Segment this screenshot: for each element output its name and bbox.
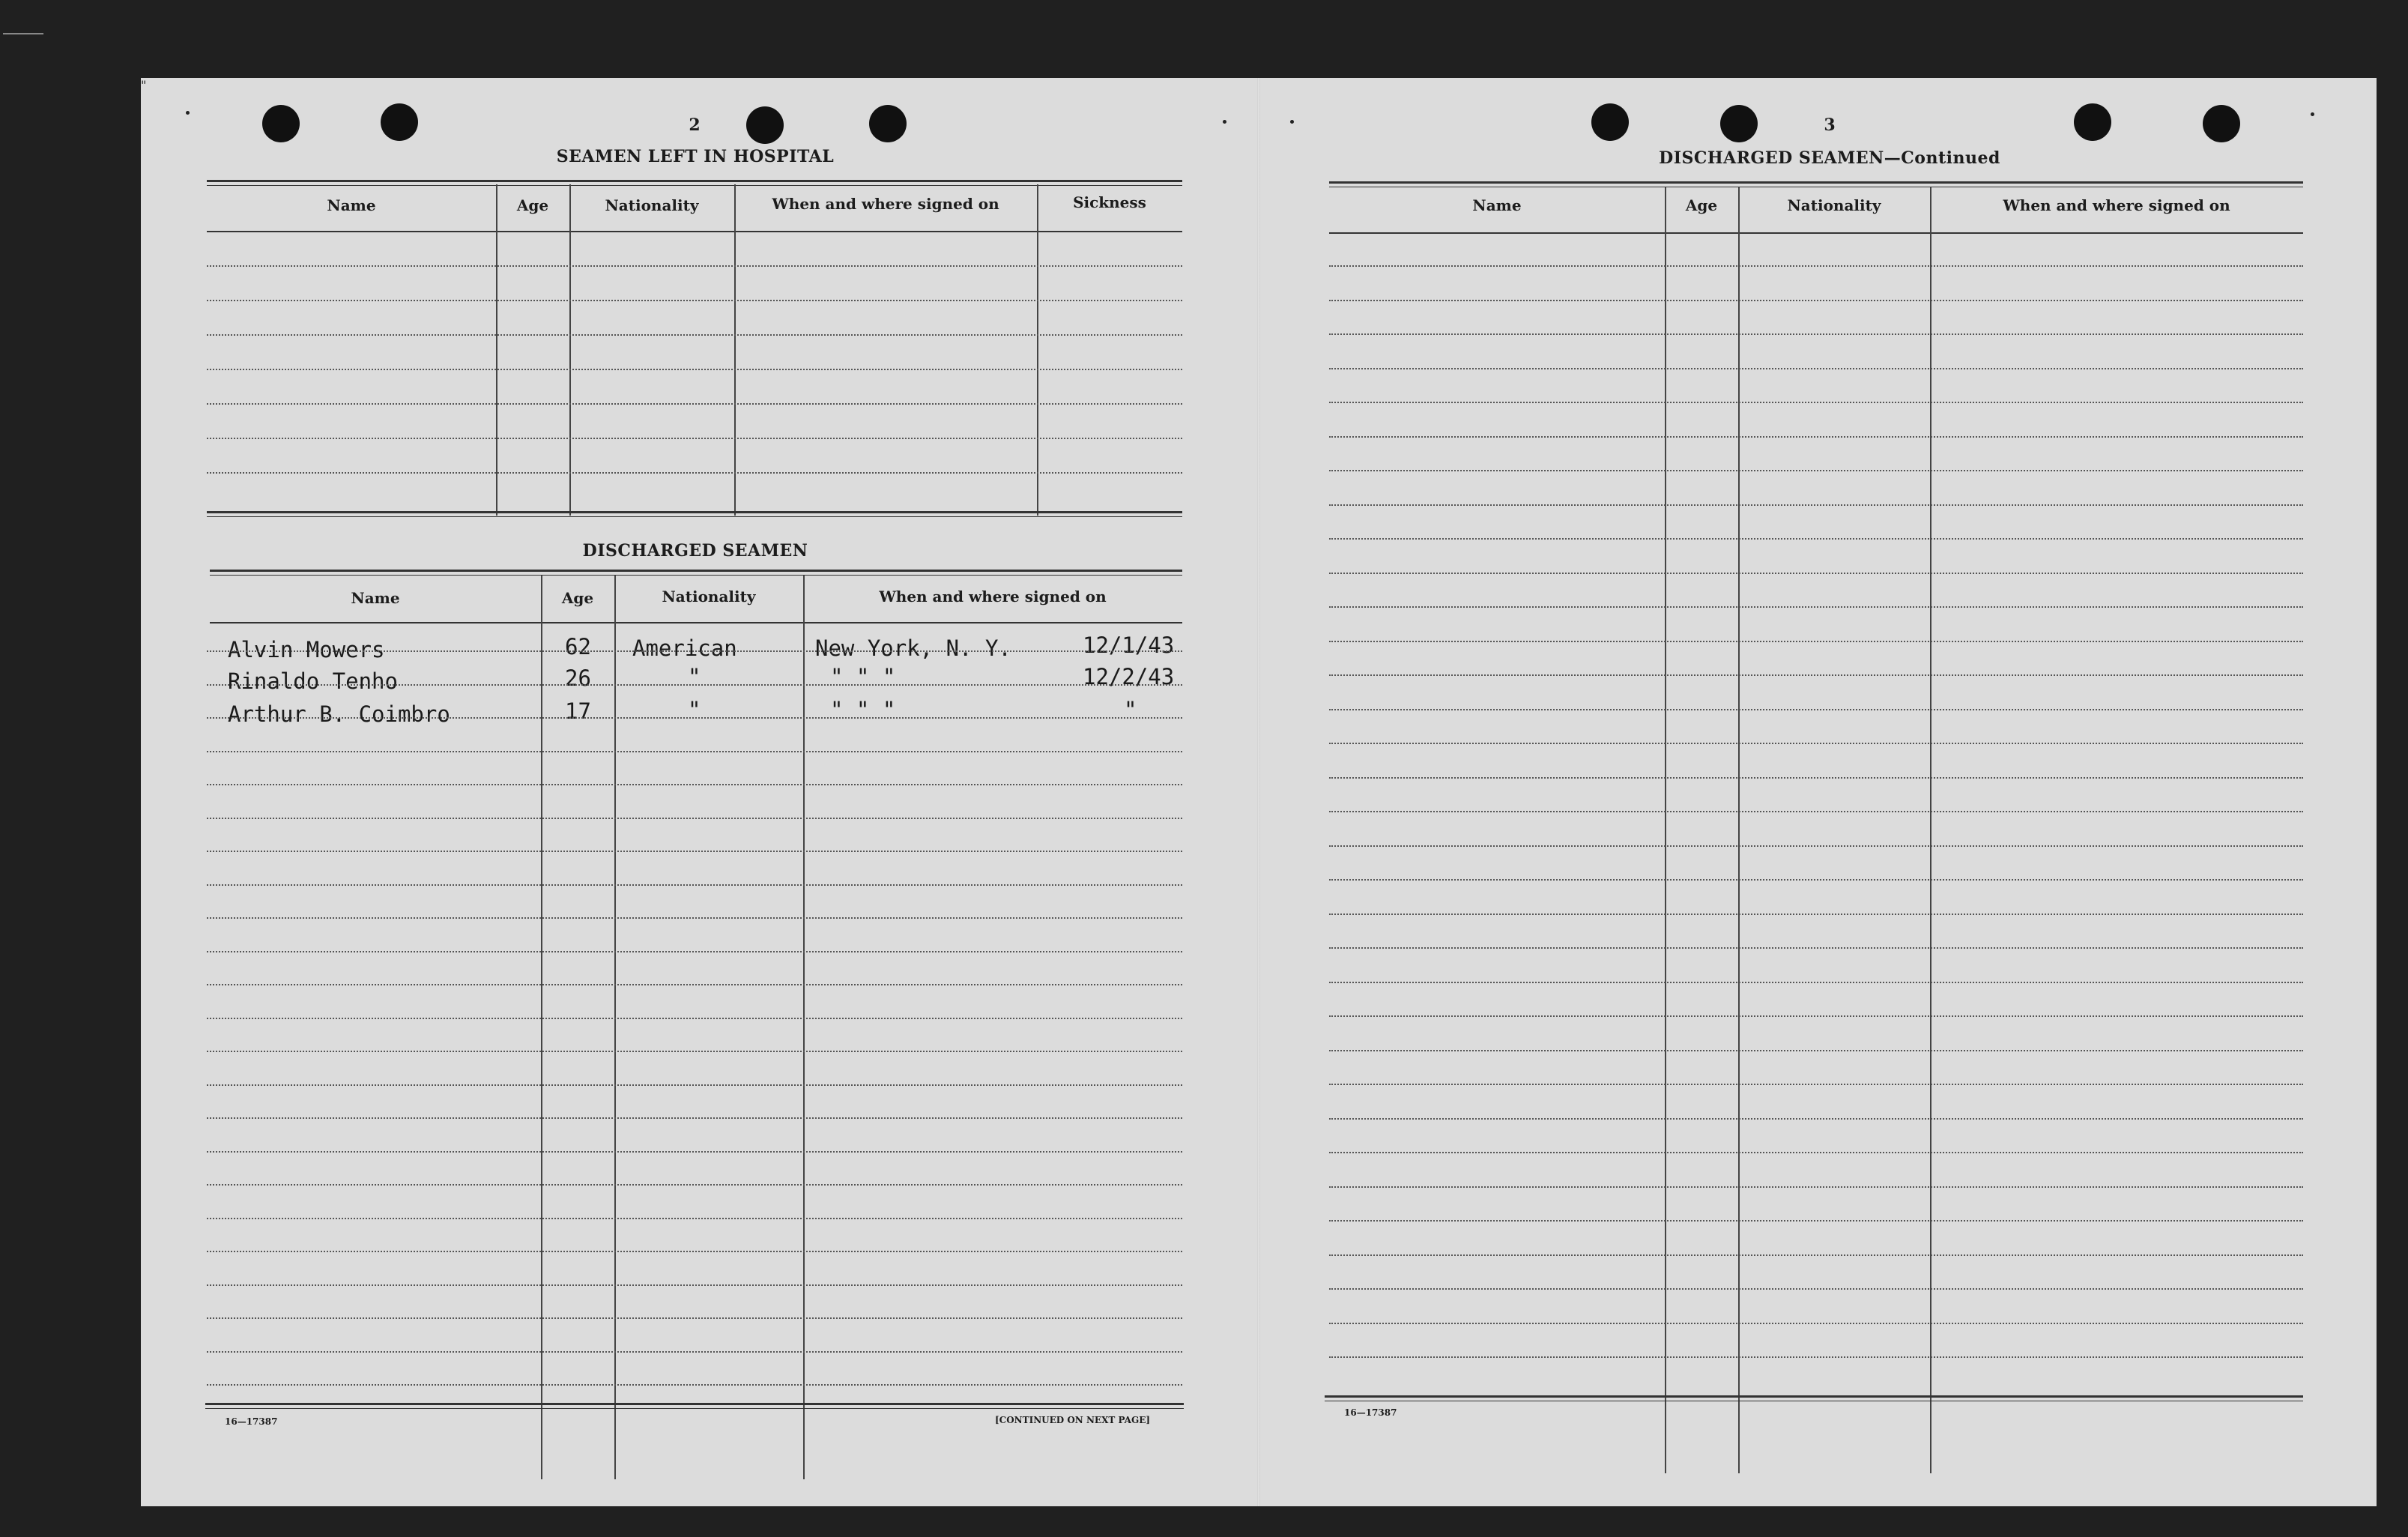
seaman-name: Rinaldo Tenho (228, 668, 398, 694)
ledger-row-line (1329, 265, 2303, 267)
right-top-rule (1329, 181, 2303, 187)
right-col-divider (1930, 187, 1931, 1473)
ledger-row-line (1329, 879, 2303, 881)
ledger-row-line (1329, 1186, 2303, 1188)
ledger-row-line (207, 650, 1182, 652)
ledger-row-line (207, 851, 1182, 852)
speck (186, 111, 190, 115)
seaman-signed-on-place: " " " (830, 664, 896, 689)
seaman-nationality: " (688, 664, 701, 689)
seaman-signed-on-date: 12/2/43 (1083, 664, 1175, 689)
ledger-row-line (207, 818, 1182, 819)
right-header-rule (1329, 232, 2303, 234)
seaman-nationality: " (688, 697, 701, 722)
punch-hole (746, 106, 784, 144)
ledger-row-line (1329, 333, 2303, 335)
speck (1223, 120, 1226, 124)
discharged-col-age: Age (561, 589, 594, 607)
ledger-row-line (1329, 947, 2303, 949)
hospital-col-age: Age (516, 196, 549, 214)
discharged-col-divider (803, 576, 805, 1479)
right-col-nationality: Nationality (1787, 196, 1881, 214)
hospital-row-line (207, 265, 1182, 267)
hospital-bottom-rule (207, 511, 1182, 517)
ledger-row-line (207, 1284, 1182, 1286)
continued-note: [CONTINUED ON NEXT PAGE] (995, 1415, 1151, 1425)
punch-hole (381, 103, 418, 141)
ledger-row-line (207, 717, 1182, 719)
page-number-left: 2 (689, 115, 701, 135)
hospital-row-line (207, 403, 1182, 405)
hospital-header-rule (207, 231, 1182, 232)
right-col-divider (1738, 187, 1740, 1473)
speck (1290, 120, 1294, 124)
discharged-col-divider (541, 576, 542, 1479)
ledger-row-line (1329, 811, 2303, 812)
right-bottom-rule (1325, 1395, 2303, 1401)
ledger-row-line (1329, 606, 2303, 608)
punch-hole (1591, 103, 1629, 141)
ledger-row-line (1329, 470, 2303, 471)
hospital-col-divider (734, 184, 736, 516)
seaman-name: Arthur B. Coimbro (228, 701, 450, 727)
ledger-row-line (1329, 538, 2303, 540)
speck (2311, 112, 2314, 116)
ledger-row-line (1329, 368, 2303, 369)
ledger-row-line (1329, 709, 2303, 710)
ledger-row-line (1329, 1118, 2303, 1120)
page-number-right: 3 (1824, 115, 1836, 135)
ledger-row-line (1329, 402, 2303, 403)
ledger-row-line (207, 1084, 1182, 1086)
form-number-left: 16—17387 (225, 1416, 278, 1427)
ledger-row-line (1329, 743, 2303, 744)
discharged-col-nationality: Nationality (662, 588, 756, 606)
right-col-name: Name (1472, 196, 1522, 214)
ledger-row-line (1329, 1015, 2303, 1017)
punch-hole (2203, 105, 2240, 142)
punch-hole (869, 105, 907, 142)
ledger-row-line (207, 1151, 1182, 1153)
ledger-row-line (207, 884, 1182, 886)
right-col-signed-on: When and where signed on (2003, 196, 2230, 214)
ledger-row-line (1329, 504, 2303, 506)
punch-hole (262, 105, 300, 142)
page-fold (1257, 78, 1260, 1506)
discharged-continued-title: DISCHARGED SEAMEN—Continued (1659, 148, 2000, 168)
seaman-signed-on-place: New York, N. Y. (815, 635, 1011, 661)
ledger-row-line (207, 917, 1182, 919)
ledger-row-line (1329, 1050, 2303, 1051)
ledger-row-line (1329, 436, 2303, 438)
ledger-row-line (1329, 845, 2303, 847)
ledger-row-line (207, 984, 1182, 985)
hospital-col-signed-on: When and where signed on (772, 195, 999, 213)
discharged-col-name: Name (351, 589, 400, 607)
ledger-row-line (1329, 1220, 2303, 1222)
discharged-header-rule (210, 622, 1182, 623)
ledger-row-line (1329, 1254, 2303, 1256)
ledger-row-line (1329, 914, 2303, 915)
discharged-bottom-rule (205, 1403, 1184, 1409)
hospital-col-divider (1037, 184, 1038, 516)
hospital-row-line (207, 300, 1182, 301)
ledger-row-line (207, 1384, 1182, 1386)
ledger-row-line (1329, 300, 2303, 301)
hospital-col-divider (496, 184, 497, 516)
hospital-row-line (207, 334, 1182, 336)
hospital-col-nationality: Nationality (605, 196, 699, 214)
ledger-row-line (207, 784, 1182, 785)
hospital-row-line (207, 472, 1182, 474)
ledger-row-line (1329, 982, 2303, 983)
punch-hole (2074, 103, 2111, 141)
ledger-row-line (207, 1184, 1182, 1186)
seaman-age: 62 (565, 634, 591, 659)
ledger-row-line (1329, 1288, 2303, 1290)
seaman-age: 26 (565, 665, 591, 691)
ledger-row-line (207, 1018, 1182, 1019)
ledger-row-line (1329, 641, 2303, 642)
hospital-col-sickness: Sickness (1073, 193, 1146, 211)
ledger-row-line (207, 684, 1182, 686)
ledger-row-line (1329, 1084, 2303, 1085)
hospital-col-name: Name (327, 196, 376, 214)
discharged-section-title: DISCHARGED SEAMEN (582, 541, 808, 561)
hospital-top-rule (207, 180, 1182, 186)
ledger-row-line (207, 1251, 1182, 1252)
edge-mark (3, 33, 43, 34)
ledger-row-line (207, 1317, 1182, 1319)
hospital-col-divider (569, 184, 571, 516)
hospital-row-line (207, 369, 1182, 370)
document-sheet: " 2 SEAMEN LEFT IN HOSPITAL Name Age Nationality When and where signed on Sickness DISCHARGED SEAMEN Name Age Nationality When and where signed on Alvin Mowers 62 American New York, N. Y. 12/1/43 Rinaldo Tenho 26 " " " " 12/2/43 Arthur B. Coimbro 17 " " " " " 16—17387 [CONTINUED ON NEXT PAGE] 3 DISCHARGED SEAMEN—Continued Name Age Nationality When and where signed on 16—17387 (141, 78, 2377, 1506)
discharged-top-rule (210, 570, 1182, 576)
form-number-right: 16—17387 (1344, 1407, 1397, 1418)
seaman-signed-on-place: " " " (830, 697, 896, 722)
ledger-row-line (1329, 573, 2303, 574)
seaman-age: 17 (565, 698, 591, 724)
ledger-row-line (1329, 674, 2303, 676)
hospital-section-title: SEAMEN LEFT IN HOSPITAL (556, 147, 835, 166)
ledger-row-line (1329, 777, 2303, 779)
seaman-signed-on-date: 12/1/43 (1083, 632, 1175, 658)
right-col-divider (1665, 187, 1666, 1473)
discharged-col-divider (614, 576, 616, 1479)
punch-hole (1720, 105, 1758, 142)
hospital-row-line (207, 438, 1182, 439)
ledger-row-line (207, 751, 1182, 752)
ledger-row-line (1329, 1356, 2303, 1358)
ledger-row-line (1329, 1152, 2303, 1153)
ledger-row-line (207, 1351, 1182, 1353)
ledger-row-line (207, 1051, 1182, 1052)
seaman-nationality: American (632, 635, 737, 661)
seaman-name: Alvin Mowers (228, 637, 385, 662)
discharged-col-signed-on: When and where signed on (879, 588, 1107, 606)
ledger-row-line (1329, 1323, 2303, 1324)
seaman-signed-on-date: " (1124, 697, 1137, 722)
ledger-row-line (207, 1117, 1182, 1119)
ledger-row-line (207, 951, 1182, 952)
right-col-age: Age (1685, 196, 1718, 214)
ledger-row-line (207, 1218, 1182, 1219)
